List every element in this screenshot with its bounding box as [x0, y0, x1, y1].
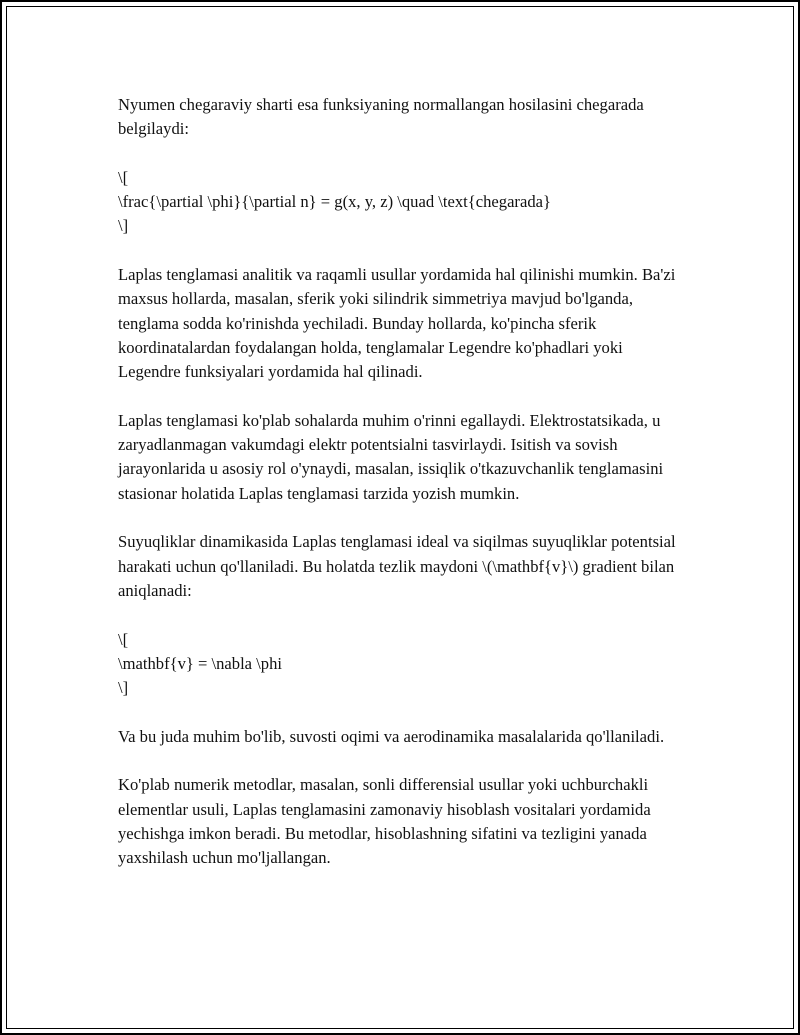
math-block-velocity-gradient: \[ \mathbf{v} = \nabla \phi \] [118, 629, 283, 698]
paragraph-neumann-condition: Nyumen chegaraviy sharti esa funksiyaning normallangan hosilasini chegarada belgilaydi: [118, 95, 644, 139]
paragraph-numerical-methods: Ko'plab numerik metodlar, masalan, sonli differensial usullar yoki uchburchakli elementlar usuli, Laplas tenglamasini zamonaviy hisoblash vositalari yordamida yechishga imkon beradi. Bu metodlar, hisoblashning sifatini va tezligini yanada yaxshilash uchun mo'ljallangan. [118, 775, 651, 868]
paragraph-solution-methods: Laplas tenglamasi analitik va raqamli usullar yordamida hal qilinishi mumkin. Ba'zi maxsus hollarda, masalan, sferik yoki silindrik simmetriya mavjud bo'lganda, tenglama sodda ko'rinishda yechiladi. Bunday hollarda, ko'pincha sferik koordinatalardan foydalangan holda, tenglamalar Legendre ko'phadlari yoki Legendre funksiyalari yordamida hal qilinadi. [118, 265, 676, 382]
math-block-neumann-equation: \[ \frac{\partial \phi}{\partial n} = g(x, y, z) \quad \text{chegarada} \] [118, 167, 551, 236]
document-body [118, 93, 688, 895]
paragraph-applications: Laplas tenglamasi ko'plab sohalarda muhim o'rinni egallaydi. Elektrostatsikada, u zaryadlanmagan vakumdagi elektr potentsialni tasvirlaydi. Isitish va sovish jarayonlarida u asosiy rol o'ynaydi, masalan, issiqlik o'tkazuvchanlik tenglamasini stasionar holatida Laplas tenglamasi tarzida yozish mumkin. [118, 410, 664, 503]
paragraph-fluid-dynamics: Suyuqliklar dinamikasida Laplas tenglamasi ideal va siqilmas suyuqliklar potentsial harakati uchun qo'llaniladi. Bu holatda tezlik maydoni \(\mathbf{v}\) gradient bilan aniqlanadi: [118, 532, 676, 600]
paragraph-aerodynamics: Va bu juda muhim bo'lib, suvosti oqimi va aerodinamika masalalarida qo'llaniladi. [118, 726, 665, 746]
